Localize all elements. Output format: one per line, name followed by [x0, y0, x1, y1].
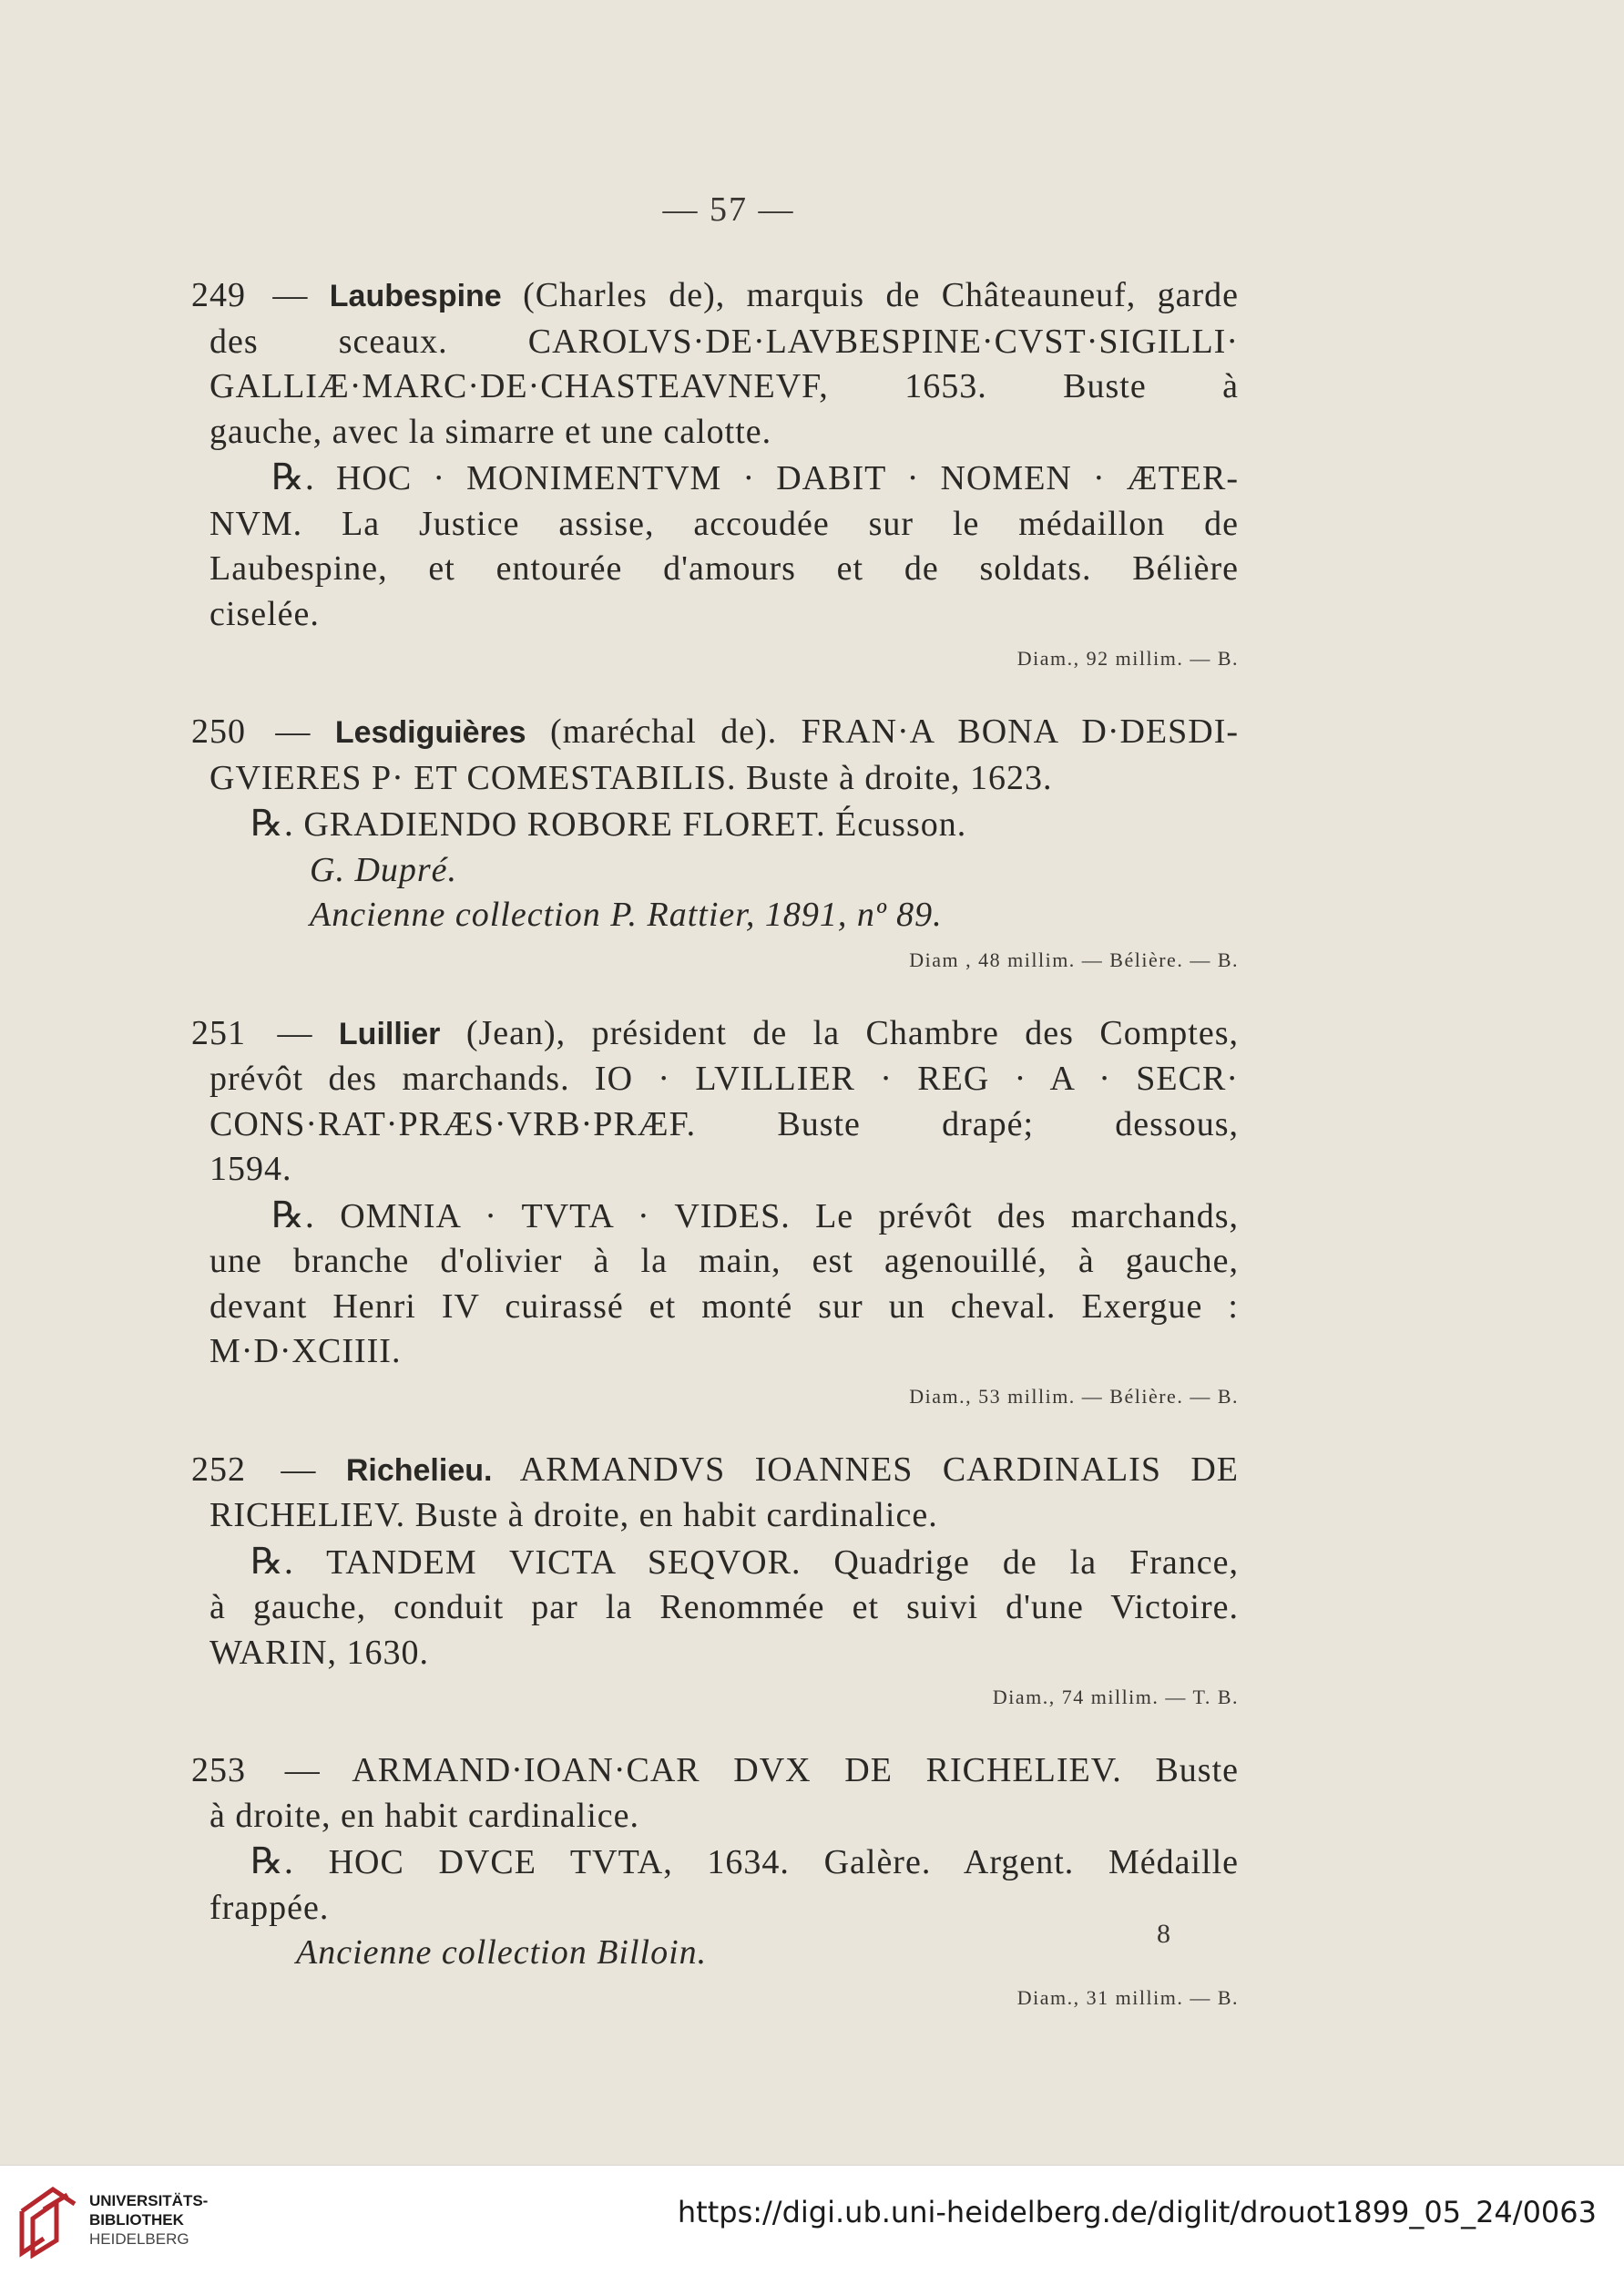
entry-text: (maréchal de). FRAN·A BONA D·DESDI-: [549, 712, 1240, 751]
reverse-text: ciselée.: [209, 594, 320, 633]
entry-number: 252: [191, 1450, 246, 1489]
reverse-text: GRADIENDO ROBORE FLORET. Écusson.: [303, 805, 967, 844]
library-name-line: UNIVERSITÄTS-: [89, 2192, 209, 2209]
library-name-line: BIBLIOTHEK: [89, 2211, 184, 2229]
entry-diameter: Diam., 31 millim. — B.: [1016, 1985, 1239, 2009]
entry-dash: —: [284, 1751, 321, 1789]
entry-number: 251: [191, 1013, 246, 1052]
permalink-url[interactable]: https://digi.ub.uni-heidelberg.de/diglit/drouot1899_05_24/0063: [677, 2195, 1597, 2229]
library-logo-icon: [16, 2184, 80, 2259]
entry-text: GVIERES P· ET COMESTABILIS. Buste à droite, 1623.: [209, 758, 1053, 797]
entry-dash: —: [275, 712, 312, 751]
entry-first-line: [191, 1448, 1239, 1494]
provenance-note: Ancienne collection P. Rattier, 1891, nº 89.: [310, 896, 943, 934]
reverse-text: Laubespine, et entourée d'amours et de soldats. Bélière: [209, 549, 1239, 588]
reverse-line: [209, 1839, 1239, 1886]
entry-diameter: Diam., 74 millim. — T. B.: [992, 1686, 1239, 1708]
entry-text: CONS·RAT·PRÆS·VRB·PRÆF. Buste drapé; dessous,: [209, 1104, 1239, 1143]
library-name-line: HEIDELBERG: [89, 2230, 189, 2248]
reverse-mark: ℞.: [271, 1194, 315, 1235]
entry-name: Luillier: [338, 1016, 441, 1051]
reverse-line: [209, 1193, 1239, 1240]
reverse-line: [209, 1539, 1239, 1586]
entry-first-line: [191, 710, 1239, 756]
entry-text: 1594.: [209, 1150, 292, 1188]
provenance-note: Ancienne collection Billoin.: [296, 1933, 708, 1972]
entry-diameter: Diam , 48 millim. — Bélière. — B.: [909, 948, 1239, 971]
entry-first-line: [191, 273, 1239, 320]
library-name: [89, 2191, 208, 2249]
entry-text: à droite, en habit cardinalice.: [209, 1796, 640, 1835]
gathering-signature: 8: [1157, 1919, 1170, 1949]
reverse-mark: ℞.: [250, 803, 294, 844]
engraver-note: G. Dupré.: [310, 850, 458, 889]
reverse-text: HOC DVCE TVTA, 1634. Galère. Argent. Médaille: [328, 1843, 1240, 1881]
reverse-text: WARIN, 1630.: [209, 1633, 430, 1672]
entry-name: Richelieu.: [345, 1452, 493, 1488]
reverse-line: [209, 455, 1239, 502]
reverse-text: à gauche, conduit par la Renommée et suivi d'une Victoire.: [209, 1588, 1239, 1626]
reverse-text: M·D·XCIIII.: [209, 1332, 402, 1370]
reverse-text: TANDEM VICTA SEQVOR. Quadrige de la France,: [326, 1542, 1239, 1582]
entry-text: (Jean), président de la Chambre des Comptes,: [465, 1013, 1240, 1052]
reverse-mark: ℞.: [250, 1540, 294, 1582]
reverse-text: devant Henri IV cuirassé et monté sur un cheval. Exergue :: [209, 1286, 1239, 1326]
entry-text: ARMANDVS IOANNES CARDINALIS DE: [519, 1450, 1240, 1489]
catalogue-entries: [191, 273, 1240, 2049]
reverse-text: NVM. La Justice assise, accoudée sur le médaillon de: [209, 504, 1239, 543]
entry-dash: —: [272, 276, 309, 314]
entry-diameter: Diam., 53 millim. — Bélière. — B.: [909, 1384, 1239, 1408]
entry-text: gauche, avec la simarre et une calotte.: [209, 412, 772, 451]
catalogue-entry-253: [191, 1748, 1240, 2014]
page-number: — 57 —: [662, 190, 795, 229]
entry-diameter: Diam., 92 millim. — B.: [1016, 647, 1239, 670]
reverse-mark: ℞.: [250, 1840, 294, 1881]
entry-first-line: [191, 1748, 1239, 1794]
entry-dash: —: [277, 1013, 313, 1052]
entry-text: GALLIÆ·MARC·DE·CHASTEAVNEVF, 1653. Buste à: [209, 367, 1239, 405]
entry-first-line: [191, 1011, 1239, 1058]
entry-number: 250: [191, 712, 246, 751]
reverse-text: OMNIA · TVTA · VIDES. Le prévôt des marchands,: [340, 1196, 1239, 1235]
entry-name: Laubespine: [329, 279, 502, 313]
entry-text: prévôt des marchands. IO · LVILLIER · REG · A · SECR·: [209, 1060, 1239, 1098]
reverse-text: frappée.: [209, 1888, 330, 1927]
entry-text: (Charles de), marquis de Châteauneuf, garde: [523, 276, 1240, 314]
entry-number: 249: [191, 276, 246, 314]
reverse-line: [209, 801, 1239, 848]
entry-name: Lesdiguières: [334, 715, 526, 750]
entry-text: RICHELIEV. Buste à droite, en habit cardinalice.: [209, 1496, 938, 1534]
reverse-mark: ℞.: [271, 456, 315, 497]
reverse-text: HOC · MONIMENTVM · DABIT · NOMEN · ÆTER-: [335, 459, 1239, 497]
entry-number: 253: [191, 1751, 246, 1789]
catalogue-entry-250: [191, 710, 1240, 977]
entry-text: ARMAND·IOAN·CAR DVX DE RICHELIEV. Buste: [352, 1751, 1239, 1789]
catalogue-entry-252: [191, 1448, 1240, 1715]
entry-dash: —: [281, 1450, 317, 1489]
entry-text: des sceaux. CAROLVS·DE·LAVBESPINE·CVST·SIGILLI·: [209, 322, 1239, 361]
footer-bar: [0, 2165, 1624, 2275]
catalogue-entry-251: [191, 1011, 1240, 1413]
catalogue-entry-249: [191, 273, 1240, 675]
reverse-text: une branche d'olivier à la main, est agenouillé, à gauche,: [209, 1242, 1239, 1280]
